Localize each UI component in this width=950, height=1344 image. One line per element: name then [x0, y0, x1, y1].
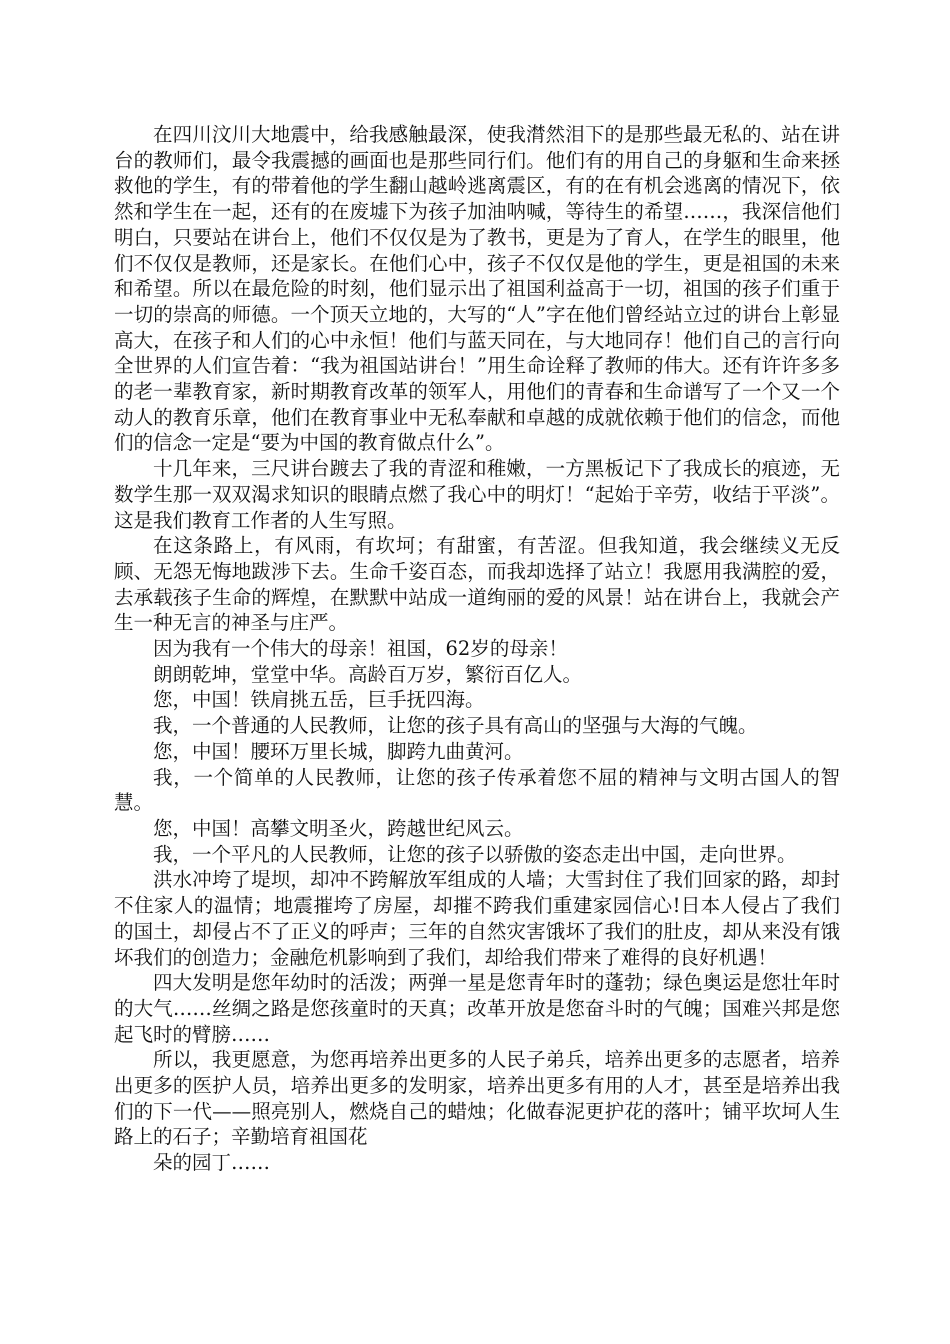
paragraph-5: 朗朗乾坤，堂堂中华。高龄百万岁，繁衍百亿人。	[153, 662, 583, 686]
paragraph-4: 因为我有一个伟大的母亲！祖国，62岁的母亲！	[153, 637, 568, 661]
paragraph-11: 我，一个平凡的人民教师，让您的孩子以骄傲的姿态走出中国，走向世界。	[153, 842, 797, 866]
paragraph-15: 朵的园丁……	[153, 1151, 271, 1175]
paragraph-2: 十几年来，三尺讲台踱去了我的青涩和稚嫩，一方黑板记下了我成长的痕迹，无数学生那一双双渴求知识的眼睛点燃了我心中的明灯！“起始于辛劳，收结于平淡”。这是我们教育工作者的人生写照。	[114, 457, 840, 532]
paragraph-12: 洪水冲垮了堤坝，却冲不跨解放军组成的人墙；大雪封住了我们回家的路，却封不住家人的温情；地震摧垮了房屋，却摧不跨我们重建家园信心!日本人侵占了我们的国土，却侵占不了正义的呼声；三年的自然灾害饿坏了我们的肚皮，却从来没有饿坏我们的创造力；金融危机影响到了我们，却给我们带来了难得的良好机遇！	[114, 868, 840, 969]
paragraph-8: 您，中国！腰环万里长城，脚跨九曲黄河。	[153, 739, 524, 763]
paragraph-14: 所以，我更愿意，为您再培养出更多的人民子弟兵，培养出更多的志愿者，培养出更多的医护人员，培养出更多的发明家，培养出更多有用的人才，甚至是培养出我们的下一代——照亮别人，燃烧自己的蜡烛；化做春泥更护花的落叶；铺平坎坷人生路上的石子；辛勤培育祖国花	[114, 1048, 840, 1149]
paragraph-3: 在这条路上，有风雨，有坎坷；有甜蜜，有苦涩。但我知道，我会继续义无反顾、无怨无悔地跋涉下去。生命千姿百态，而我却选择了站立！我愿用我满腔的爱，去承载孩子生命的辉煌，在默默中站成一道绚丽的爱的风景！站在讲台上，我就会产生一种无言的神圣与庄严。	[114, 534, 840, 635]
document-body	[114, 122, 840, 1176]
paragraph-13: 四大发明是您年幼时的活泼；两弹一星是您青年时的蓬勃；绿色奥运是您壮年时的大气……丝绸之路是您孩童时的天真；改革开放是您奋斗时的气魄；国难兴邦是您起飞时的臂膀……	[114, 971, 840, 1046]
paragraph-9: 我，一个简单的人民教师，让您的孩子传承着您不屈的精神与文明古国人的智慧。	[114, 765, 840, 815]
paragraph-1: 在四川汶川大地震中，给我感触最深，使我潸然泪下的是那些最无私的、站在讲台的教师们，最令我震撼的画面也是那些同行们。他们有的用自己的身躯和生命来拯救他的学生，有的带着他的学生翻山越岭逃离震区，有的在有机会逃离的情况下，依然和学生在一起，还有的在废墟下为孩子加油呐喊，等待生的希望……，我深信他们明白，只要站在讲台上，他们不仅仅是为了教书，更是为了育人，在学生的眼里，他们不仅仅是教师，还是家长。在他们心中，孩子不仅仅是他的学生，更是祖国的未来和希望。所以在最危险的时刻，他们显示出了祖国利益高于一切，祖国的孩子们重于一切的崇高的师德。一个顶天立地的，大写的“人”字在他们曾经站立过的讲台上彰显高大，在孩子和人们的心中永恒！他们与蓝天同在，与大地同存！他们自己的言行向全世界的人们宣告着：“我为祖国站讲台！”用生命诠释了教师的伟大。还有许许多多的老一辈教育家，新时期教育改革的领军人，用他们的青春和生命谱写了一个又一个动人的教育乐章，他们在教育事业中无私奉献和卓越的成就依赖于他们的信念，而他们的信念一定是“要为中国的教育做点什么”。	[114, 123, 840, 455]
paragraph-7: 我，一个普通的人民教师，让您的孩子具有高山的坚强与大海的气魄。	[153, 714, 758, 738]
paragraph-6: 您，中国！铁肩挑五岳，巨手抚四海。	[153, 688, 485, 712]
paragraph-10: 您，中国！高攀文明圣火，跨越世纪风云。	[153, 816, 524, 840]
